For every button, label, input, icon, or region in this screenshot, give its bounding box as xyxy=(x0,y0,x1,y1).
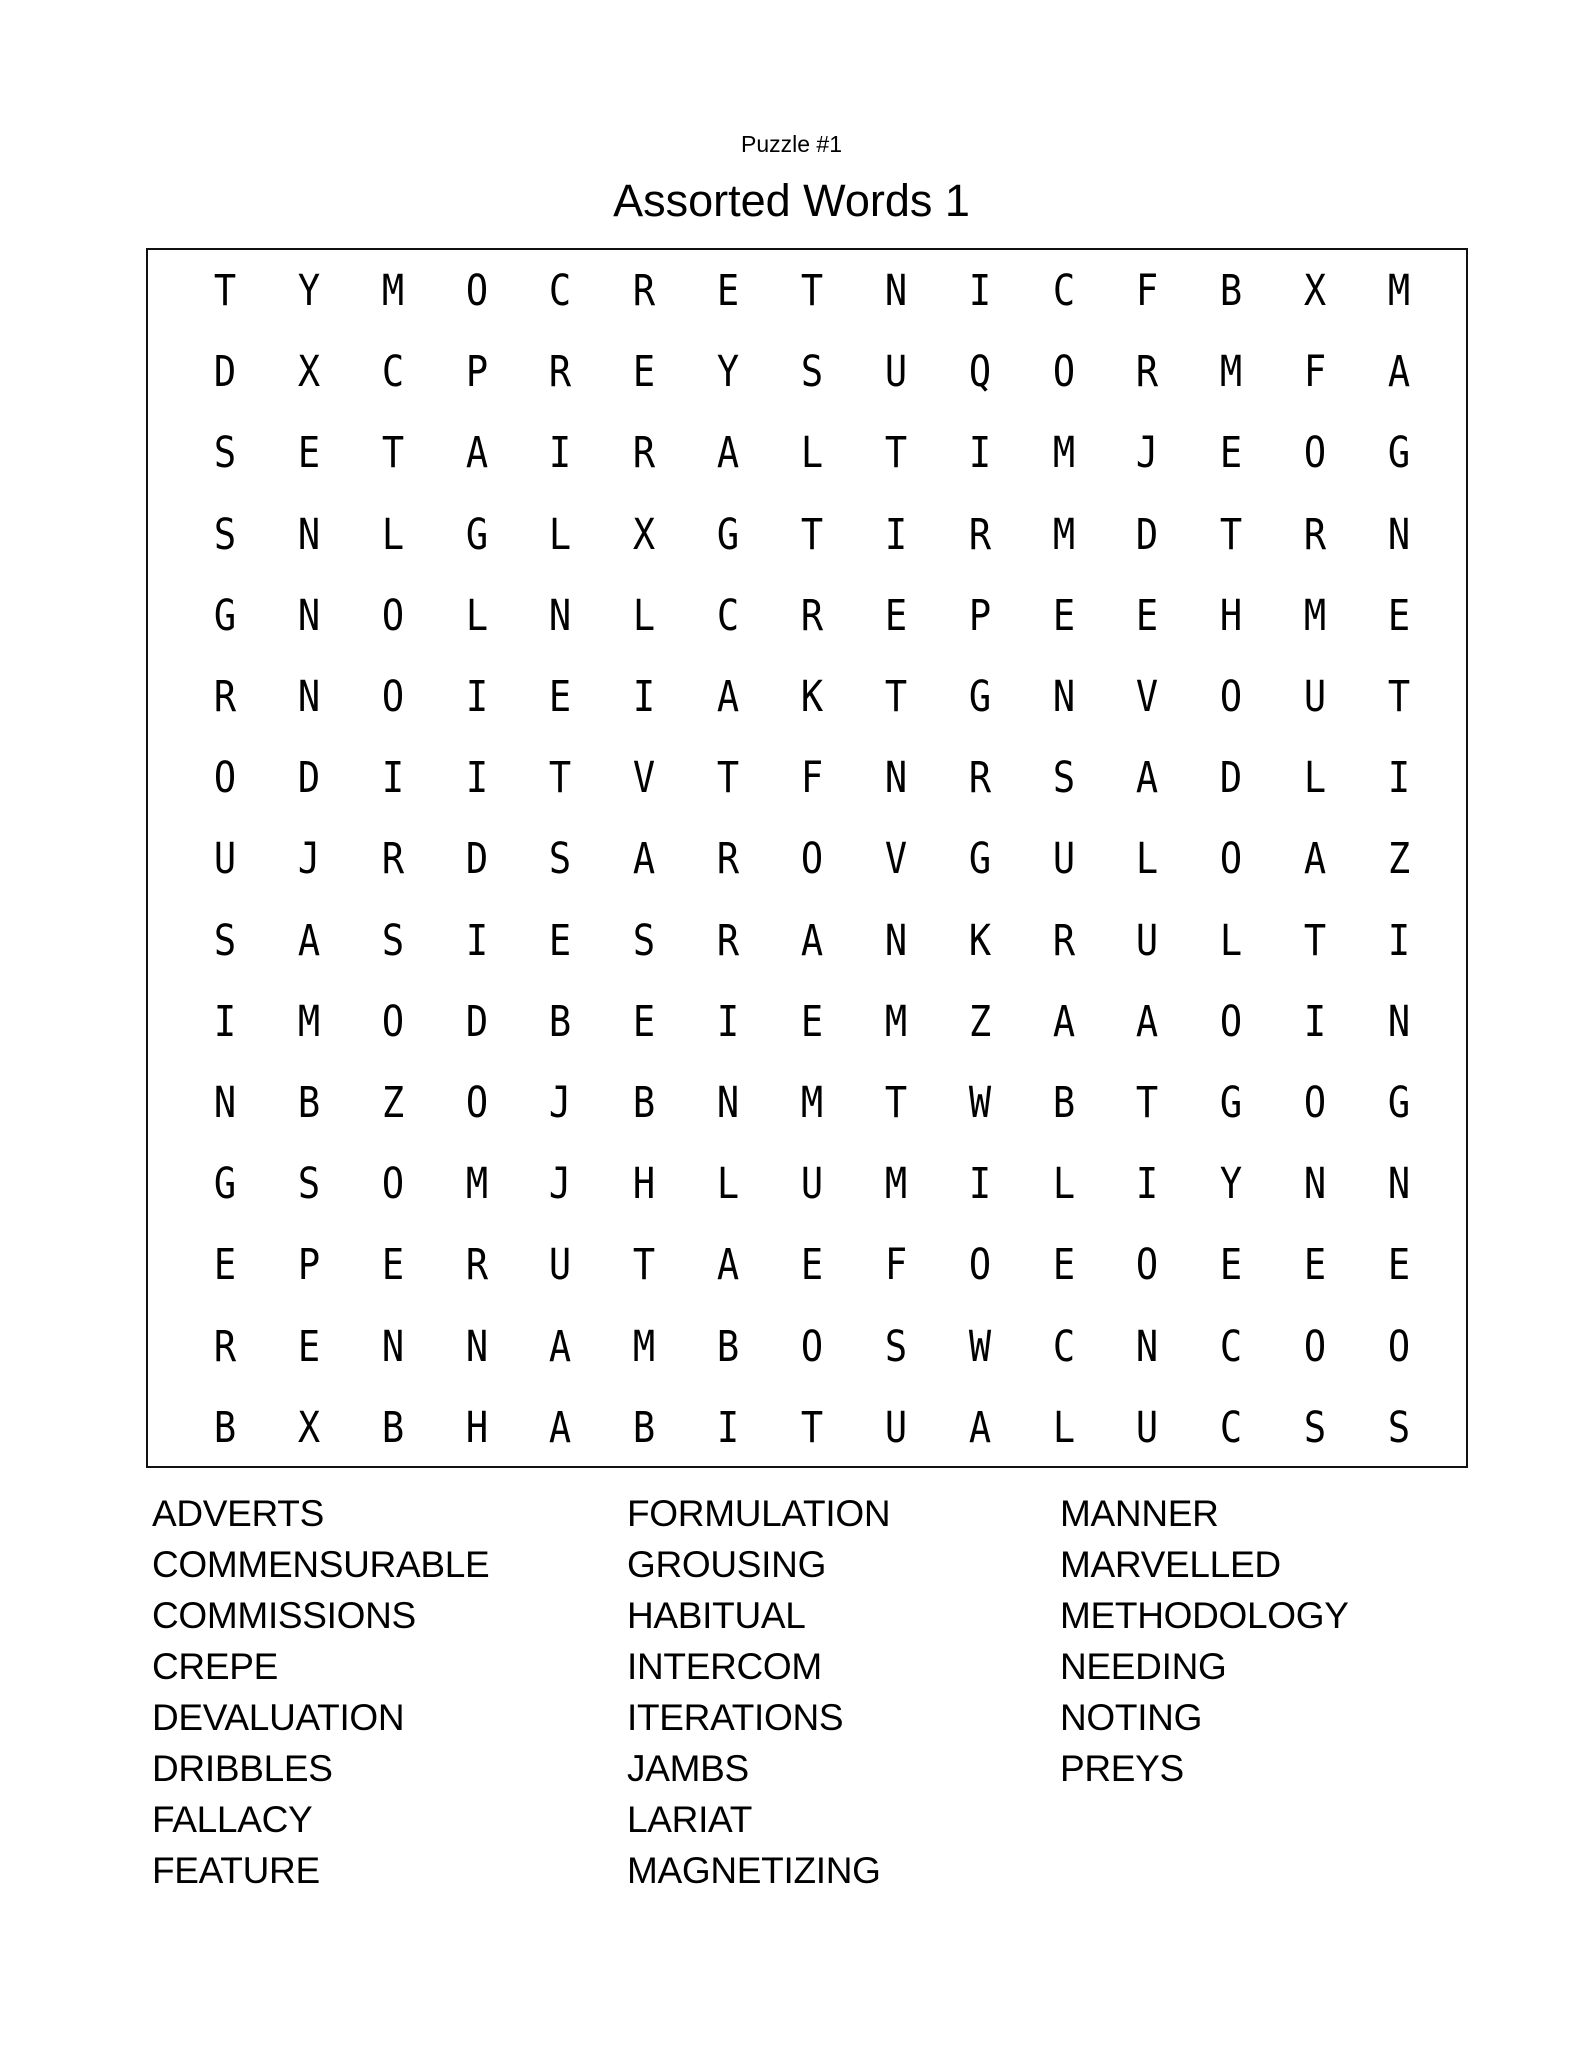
grid-cell[interactable]: L xyxy=(1136,834,1159,885)
word-list-item: METHODOLOGY xyxy=(1060,1595,1349,1636)
grid-row xyxy=(148,1154,1466,1214)
grid-cell[interactable]: E xyxy=(716,266,740,316)
grid-cell[interactable]: O xyxy=(381,672,404,722)
grid-cell[interactable]: N xyxy=(549,590,572,641)
grid-cell[interactable]: G xyxy=(213,1159,237,1210)
grid-cell[interactable]: Y xyxy=(1220,1159,1243,1210)
grid-cell[interactable]: O xyxy=(381,996,404,1047)
grid-cell[interactable]: M xyxy=(884,1159,907,1210)
grid-cell[interactable]: C xyxy=(1220,1321,1243,1372)
grid-cell[interactable]: O xyxy=(800,834,824,885)
grid-row xyxy=(148,1073,1466,1133)
grid-cell[interactable]: R xyxy=(549,347,572,398)
grid-cell[interactable]: R xyxy=(633,428,656,479)
grid-cell[interactable]: D xyxy=(1220,753,1243,804)
grid-cell[interactable]: D xyxy=(465,996,488,1047)
grid-cell[interactable]: G xyxy=(213,590,237,641)
word-list-item: DRIBBLES xyxy=(152,1748,333,1789)
word-list-item: PREYS xyxy=(1060,1748,1184,1789)
word-list-item: COMMENSURABLE xyxy=(152,1544,490,1585)
grid-row xyxy=(148,586,1466,646)
grid-cell[interactable]: E xyxy=(297,1321,320,1372)
grid-cell[interactable]: E xyxy=(1387,590,1411,641)
grid-cell[interactable]: Y xyxy=(297,266,320,316)
word-list-item: ADVERTS xyxy=(152,1493,324,1534)
word-list-item: DEVALUATION xyxy=(152,1697,405,1738)
grid-cell[interactable]: K xyxy=(800,672,824,722)
grid-cell[interactable]: N xyxy=(1387,509,1411,560)
grid-row xyxy=(148,423,1466,483)
grid-cell[interactable]: P xyxy=(297,1240,320,1291)
grid-cell[interactable]: U xyxy=(1136,915,1159,966)
grid-cell[interactable]: B xyxy=(297,1078,320,1128)
grid-cell[interactable]: U xyxy=(1136,1402,1159,1453)
grid-cell[interactable]: L xyxy=(1052,1402,1075,1453)
grid-cell[interactable]: N xyxy=(213,1078,237,1128)
grid-cell[interactable]: U xyxy=(800,1159,824,1210)
grid-cell[interactable]: O xyxy=(800,1321,824,1372)
grid-cell[interactable]: S xyxy=(213,915,237,966)
grid-cell[interactable]: N xyxy=(1303,1159,1327,1210)
word-list-column-2 xyxy=(627,1488,890,1896)
grid-cell[interactable]: O xyxy=(381,1159,404,1210)
grid-row xyxy=(148,992,1466,1052)
grid-cell[interactable]: X xyxy=(297,347,320,398)
grid-cell[interactable]: N xyxy=(716,1078,740,1128)
grid-cell[interactable]: M xyxy=(1387,266,1411,316)
grid-cell[interactable]: M xyxy=(465,1159,488,1210)
grid-cell[interactable]: F xyxy=(1303,347,1327,398)
grid-cell[interactable]: A xyxy=(800,915,824,966)
grid-cell[interactable]: I xyxy=(968,266,991,316)
grid-cell[interactable]: E xyxy=(549,915,572,966)
grid-cell[interactable]: F xyxy=(884,1240,907,1291)
grid-cell[interactable]: I xyxy=(1387,915,1411,966)
grid-cell[interactable]: E xyxy=(1387,1240,1411,1291)
grid-cell[interactable]: N xyxy=(297,672,320,722)
word-list-item: FORMULATION xyxy=(627,1493,891,1534)
grid-cell[interactable]: E xyxy=(800,1240,824,1291)
grid-cell[interactable]: N xyxy=(884,915,907,966)
grid-cell[interactable]: C xyxy=(1052,1321,1075,1372)
grid-cell[interactable]: T xyxy=(1220,509,1243,560)
grid-cell[interactable]: U xyxy=(213,834,237,885)
grid-cell[interactable]: S xyxy=(1387,1402,1411,1453)
grid-cell[interactable]: R xyxy=(1303,509,1327,560)
grid-cell[interactable]: O xyxy=(968,1240,991,1291)
puzzle-number: Puzzle #1 xyxy=(740,131,842,157)
grid-cell[interactable]: E xyxy=(297,428,320,479)
grid-cell[interactable]: W xyxy=(968,1321,991,1372)
grid-cell[interactable]: A xyxy=(716,672,740,722)
word-list-item: INTERCOM xyxy=(627,1646,822,1687)
grid-cell[interactable]: V xyxy=(1136,672,1159,722)
grid-cell[interactable]: L xyxy=(465,590,488,641)
word-list-item: MANNER xyxy=(1060,1493,1219,1534)
grid-cell[interactable]: I xyxy=(465,915,488,966)
word-list-item: MAGNETIZING xyxy=(627,1850,881,1891)
grid-cell[interactable]: U xyxy=(884,1402,907,1453)
word-list-item: MARVELLED xyxy=(1060,1544,1281,1585)
grid-cell[interactable]: R xyxy=(633,266,656,316)
grid-cell[interactable]: O xyxy=(1220,834,1243,885)
grid-cell[interactable]: B xyxy=(213,1402,237,1453)
grid-row xyxy=(148,1398,1466,1458)
grid-cell[interactable]: D xyxy=(1136,509,1159,560)
grid-cell[interactable]: T xyxy=(381,428,404,479)
grid-cell[interactable]: O xyxy=(1136,1240,1159,1291)
grid-cell[interactable]: B xyxy=(1052,1078,1075,1128)
grid-cell[interactable]: B xyxy=(381,1402,404,1453)
grid-cell[interactable]: K xyxy=(968,915,991,966)
grid-cell[interactable]: E xyxy=(1220,1240,1243,1291)
puzzle-title: Assorted Words 1 xyxy=(613,175,970,226)
grid-cell[interactable]: S xyxy=(549,834,572,885)
grid-cell[interactable]: R xyxy=(381,834,404,885)
grid-cell[interactable]: S xyxy=(884,1321,907,1372)
grid-cell[interactable]: U xyxy=(549,1240,572,1291)
grid-cell[interactable]: O xyxy=(213,753,237,804)
grid-cell[interactable]: H xyxy=(465,1402,488,1453)
word-list-item: CREPE xyxy=(152,1646,278,1687)
grid-cell[interactable]: X xyxy=(1303,266,1327,316)
grid-cell[interactable]: O xyxy=(1303,1078,1327,1128)
grid-cell[interactable]: A xyxy=(968,1402,991,1453)
grid-cell[interactable]: T xyxy=(1136,1078,1159,1128)
grid-cell[interactable]: U xyxy=(1052,834,1075,885)
grid-cell[interactable]: E xyxy=(800,996,824,1047)
grid-row xyxy=(148,505,1466,565)
grid-cell[interactable]: T xyxy=(884,1078,907,1128)
grid-cell[interactable]: I xyxy=(1387,753,1411,804)
grid-cell[interactable]: R xyxy=(213,1321,237,1372)
grid-cell[interactable]: C xyxy=(549,266,572,316)
grid-cell[interactable]: S xyxy=(1052,753,1075,804)
grid-cell[interactable]: C xyxy=(381,347,404,398)
grid-cell[interactable]: H xyxy=(633,1159,656,1210)
grid-cell[interactable]: S xyxy=(297,1159,320,1210)
grid-cell[interactable]: M xyxy=(1052,428,1075,479)
grid-cell[interactable]: B xyxy=(549,996,572,1047)
grid-cell[interactable]: R xyxy=(213,672,237,722)
grid-cell[interactable]: T xyxy=(884,672,907,722)
grid-cell[interactable]: T xyxy=(800,266,824,316)
grid-row xyxy=(148,1235,1466,1295)
letter-grid xyxy=(148,250,1466,1466)
grid-cell[interactable]: C xyxy=(1052,266,1075,316)
grid-cell[interactable]: N xyxy=(884,266,907,316)
grid-cell[interactable]: M xyxy=(884,996,907,1047)
grid-cell[interactable]: A xyxy=(297,915,320,966)
grid-cell[interactable]: R xyxy=(1136,347,1159,398)
grid-cell[interactable]: E xyxy=(1303,1240,1327,1291)
word-list-item: COMMISSIONS xyxy=(152,1595,416,1636)
grid-cell[interactable]: U xyxy=(1303,672,1327,722)
grid-cell[interactable]: O xyxy=(1220,672,1243,722)
grid-cell[interactable]: E xyxy=(633,996,656,1047)
grid-cell[interactable]: F xyxy=(1136,266,1159,316)
grid-cell[interactable]: I xyxy=(465,672,488,722)
grid-cell[interactable]: R xyxy=(716,915,740,966)
grid-cell[interactable]: T xyxy=(800,509,824,560)
grid-cell[interactable]: E xyxy=(1220,428,1243,479)
grid-cell[interactable]: V xyxy=(633,753,656,804)
grid-cell[interactable]: S xyxy=(800,347,824,398)
grid-cell[interactable]: B xyxy=(1220,266,1243,316)
word-list-item: HABITUAL xyxy=(627,1595,806,1636)
grid-row xyxy=(148,261,1466,321)
grid-cell[interactable]: T xyxy=(549,753,572,804)
grid-cell[interactable]: M xyxy=(1052,509,1075,560)
grid-cell[interactable]: E xyxy=(1052,590,1075,641)
grid-cell[interactable]: X xyxy=(633,509,656,560)
grid-cell[interactable]: S xyxy=(213,509,237,560)
grid-cell[interactable]: L xyxy=(716,1159,740,1210)
grid-cell[interactable]: E xyxy=(884,590,907,641)
grid-cell[interactable]: E xyxy=(1136,590,1159,641)
grid-cell[interactable]: H xyxy=(1220,590,1243,641)
word-list-item: FEATURE xyxy=(152,1850,320,1891)
grid-cell[interactable]: Z xyxy=(968,996,991,1047)
grid-cell[interactable]: S xyxy=(381,915,404,966)
grid-cell[interactable]: S xyxy=(1303,1402,1327,1453)
grid-cell[interactable]: L xyxy=(633,590,656,641)
grid-cell[interactable]: J xyxy=(1136,428,1159,479)
grid-cell[interactable]: R xyxy=(465,1240,488,1291)
grid-row xyxy=(148,667,1466,727)
grid-cell[interactable]: M xyxy=(633,1321,656,1372)
grid-cell[interactable]: E xyxy=(213,1240,237,1291)
grid-cell[interactable]: L xyxy=(381,509,404,560)
grid-cell[interactable]: R xyxy=(968,753,991,804)
grid-cell[interactable]: C xyxy=(1220,1402,1243,1453)
grid-cell[interactable]: J xyxy=(297,834,320,885)
word-list-item: NEEDING xyxy=(1060,1646,1227,1687)
grid-cell[interactable]: U xyxy=(884,347,907,398)
grid-cell[interactable]: L xyxy=(800,428,824,479)
grid-cell[interactable]: M xyxy=(1220,347,1243,398)
grid-cell[interactable]: I xyxy=(633,672,656,722)
grid-cell[interactable]: A xyxy=(549,1321,572,1372)
grid-row xyxy=(148,911,1466,971)
grid-cell[interactable]: O xyxy=(1220,996,1243,1047)
word-list-column-3 xyxy=(1060,1488,1349,1794)
grid-cell[interactable]: A xyxy=(1387,347,1411,398)
grid-cell[interactable]: I xyxy=(381,753,404,804)
grid-cell[interactable]: S xyxy=(213,428,237,479)
grid-cell[interactable]: N xyxy=(381,1321,404,1372)
grid-cell[interactable]: I xyxy=(549,428,572,479)
grid-cell[interactable]: A xyxy=(1052,996,1075,1047)
grid-cell[interactable]: I xyxy=(213,996,237,1047)
grid-cell[interactable]: G xyxy=(968,834,991,885)
grid-cell[interactable]: N xyxy=(1387,996,1411,1047)
grid-cell[interactable]: Y xyxy=(716,347,740,398)
grid-cell[interactable]: T xyxy=(213,266,237,316)
grid-cell[interactable]: T xyxy=(884,428,907,479)
word-list-item: FALLACY xyxy=(152,1799,313,1840)
grid-cell[interactable]: A xyxy=(1303,834,1327,885)
grid-cell[interactable]: L xyxy=(1052,1159,1075,1210)
word-list-item: ITERATIONS xyxy=(627,1697,844,1738)
grid-cell[interactable]: A xyxy=(716,428,740,479)
grid-cell[interactable]: P xyxy=(968,590,991,641)
grid-cell[interactable]: J xyxy=(549,1159,572,1210)
grid-cell[interactable]: M xyxy=(1303,590,1327,641)
grid-cell[interactable]: R xyxy=(968,509,991,560)
grid-cell[interactable]: L xyxy=(1303,753,1327,804)
word-list-column-1 xyxy=(152,1488,489,1896)
grid-cell[interactable]: G xyxy=(968,672,991,722)
grid-row xyxy=(148,1317,1466,1377)
grid-cell[interactable]: G xyxy=(465,509,488,560)
grid-cell[interactable]: A xyxy=(716,1240,740,1291)
word-list-item: LARIAT xyxy=(627,1799,752,1840)
grid-cell[interactable]: O xyxy=(1387,1321,1411,1372)
grid-cell[interactable]: G xyxy=(1387,428,1411,479)
letter-grid-frame xyxy=(146,248,1468,1468)
grid-cell[interactable]: R xyxy=(800,590,824,641)
word-list xyxy=(0,1488,1583,1908)
grid-cell[interactable]: G xyxy=(1220,1078,1243,1128)
grid-cell[interactable]: M xyxy=(381,266,404,316)
grid-cell[interactable]: O xyxy=(1052,347,1075,398)
grid-cell[interactable]: P xyxy=(465,347,488,398)
grid-cell[interactable]: S xyxy=(633,915,656,966)
grid-cell[interactable]: N xyxy=(465,1321,488,1372)
grid-cell[interactable]: R xyxy=(716,834,740,885)
grid-cell[interactable]: B xyxy=(633,1078,656,1128)
grid-cell[interactable]: N xyxy=(297,509,320,560)
grid-cell[interactable]: T xyxy=(1387,672,1411,722)
grid-cell[interactable]: V xyxy=(884,834,907,885)
word-list-item: NOTING xyxy=(1060,1697,1203,1738)
grid-cell[interactable]: O xyxy=(1303,1321,1327,1372)
grid-cell[interactable]: W xyxy=(968,1078,991,1128)
grid-cell[interactable]: G xyxy=(716,509,740,560)
grid-cell[interactable]: N xyxy=(1387,1159,1411,1210)
grid-cell[interactable]: O xyxy=(465,1078,488,1128)
grid-cell[interactable]: E xyxy=(633,347,656,398)
grid-cell[interactable]: B xyxy=(633,1402,656,1453)
grid-cell[interactable]: A xyxy=(465,428,488,479)
grid-cell[interactable]: I xyxy=(884,509,907,560)
grid-cell[interactable]: D xyxy=(297,753,320,804)
grid-cell[interactable]: A xyxy=(1136,753,1159,804)
grid-cell[interactable]: O xyxy=(1303,428,1327,479)
word-list-item: JAMBS xyxy=(627,1748,749,1789)
grid-cell[interactable]: I xyxy=(968,428,991,479)
grid-cell[interactable]: T xyxy=(800,1402,824,1453)
grid-cell[interactable]: A xyxy=(549,1402,572,1453)
grid-cell[interactable]: I xyxy=(1136,1159,1159,1210)
grid-cell[interactable]: N xyxy=(1136,1321,1159,1372)
grid-cell[interactable]: M xyxy=(297,996,320,1047)
grid-cell[interactable]: I xyxy=(465,753,488,804)
grid-cell[interactable]: N xyxy=(884,753,907,804)
grid-cell[interactable]: Q xyxy=(968,347,991,398)
grid-row xyxy=(148,829,1466,889)
grid-cell[interactable]: A xyxy=(1136,996,1159,1047)
grid-cell[interactable]: T xyxy=(633,1240,656,1291)
word-list-item: GROUSING xyxy=(627,1544,827,1585)
grid-cell[interactable]: I xyxy=(1303,996,1327,1047)
grid-cell[interactable]: T xyxy=(716,753,740,804)
grid-cell[interactable]: E xyxy=(1052,1240,1075,1291)
grid-cell[interactable]: A xyxy=(633,834,656,885)
grid-cell[interactable]: B xyxy=(716,1321,740,1372)
grid-cell[interactable]: R xyxy=(1052,915,1075,966)
grid-cell[interactable]: C xyxy=(716,590,740,641)
grid-cell[interactable]: E xyxy=(549,672,572,722)
grid-cell[interactable]: L xyxy=(1220,915,1243,966)
grid-cell[interactable]: D xyxy=(213,347,237,398)
grid-cell[interactable]: J xyxy=(549,1078,572,1128)
grid-cell[interactable]: Z xyxy=(381,1078,404,1128)
grid-cell[interactable]: L xyxy=(549,509,572,560)
grid-cell[interactable]: T xyxy=(1303,915,1327,966)
grid-cell[interactable]: G xyxy=(1387,1078,1411,1128)
grid-cell[interactable]: D xyxy=(465,834,488,885)
grid-cell[interactable]: F xyxy=(800,753,824,804)
grid-cell[interactable]: O xyxy=(381,590,404,641)
grid-cell[interactable]: O xyxy=(465,266,488,316)
grid-row xyxy=(148,748,1466,808)
grid-cell[interactable]: I xyxy=(716,1402,740,1453)
grid-cell[interactable]: M xyxy=(800,1078,824,1128)
grid-cell[interactable]: Z xyxy=(1387,834,1411,885)
grid-cell[interactable]: I xyxy=(968,1159,991,1210)
grid-cell[interactable]: X xyxy=(297,1402,320,1453)
grid-cell[interactable]: N xyxy=(1052,672,1075,722)
grid-cell[interactable]: I xyxy=(716,996,740,1047)
grid-row xyxy=(148,342,1466,402)
grid-cell[interactable]: N xyxy=(297,590,320,641)
grid-cell[interactable]: E xyxy=(381,1240,404,1291)
